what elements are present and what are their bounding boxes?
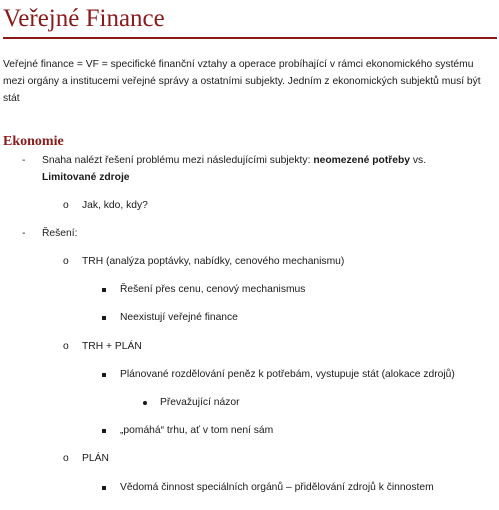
intro-paragraph: Veřejné finance = VF = specifické finanční vztahy a operace probíhající v rámci ekonomického systému mezi orgány a institucemi veřejné správy a ostatními subjekty. Jedním z ekonomických subjektů musí být stát [3,59,481,104]
list-item-text: Řešení: [42,228,78,239]
dash-bullet: - [22,155,26,166]
circle-bullet: o [63,453,69,464]
square-bullet [102,373,106,377]
square-bullet [102,288,106,292]
dash-bullet: - [22,228,26,239]
circle-bullet: o [63,341,69,352]
circle-bullet: o [63,256,69,267]
list-item-text: Plánované rozdělování peněz k potřebám, vystupuje stát (alokace zdrojů) [120,369,455,380]
title-underline [3,37,497,39]
bold-term: Limitované zdroje [42,172,130,183]
list-item-text [42,154,426,168]
list-item-text: Vědomá činnost speciálních orgánů – přidělování zdrojů k činnostem [120,482,434,493]
square-bullet [102,316,106,320]
list-item-text: Neexistují veřejné finance [120,312,238,323]
versus-label: vs. [412,155,427,166]
list-item-label: Snaha nalézt řešení problému mezi následujícími subjekty: [42,155,311,166]
list-item-text: PLÁN [82,453,109,464]
list-item-text: TRH + PLÁN [82,341,142,352]
circle-bullet: o [63,200,69,211]
disc-bullet [143,401,147,405]
list-item-text: „pomáhá“ trhu, ať v tom není sám [120,425,274,436]
document-title: Veřejné Finance [3,5,165,32]
square-bullet [102,486,106,490]
list-item-text: Řešení přes cenu, cenový mechanismus [120,284,306,295]
list-item-text: Převažující názor [160,397,240,408]
section-heading: Ekonomie [3,134,64,149]
list-item-text: Jak, kdo, kdy? [82,200,148,211]
list-item-text: TRH (analýza poptávky, nabídky, cenového mechanismu) [82,256,345,267]
bold-term: neomezené potřeby [313,155,411,166]
square-bullet [102,429,106,433]
list-item-continuation [42,171,130,185]
